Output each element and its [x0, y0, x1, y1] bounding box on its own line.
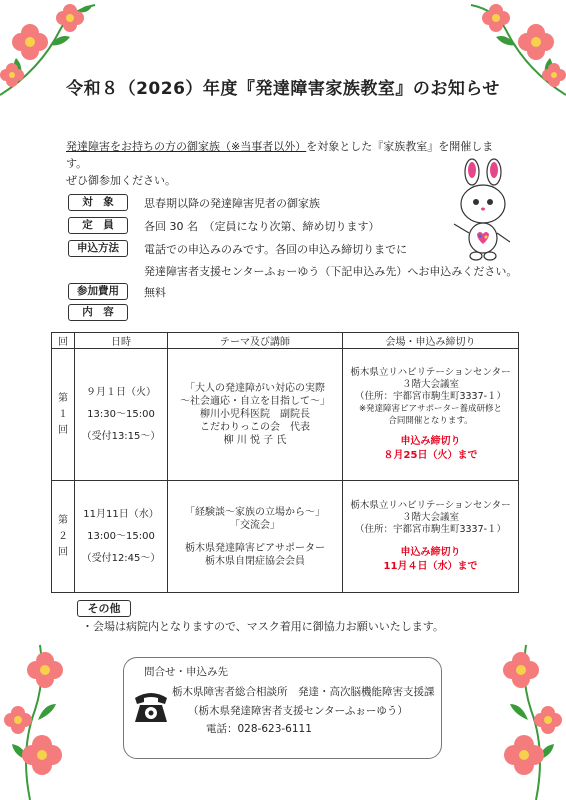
other-note: ・会場は病院内となりますので、マスク着用に御協力お願いいたします。	[82, 620, 444, 633]
info-label: 内 容	[68, 304, 128, 321]
info-value: 電話での申込みのみです。各回の申込み締切りまでに	[144, 242, 408, 256]
table-header: 回	[52, 333, 75, 349]
info-label: 参加費用	[68, 283, 128, 300]
session-venue: 栃木県立リハビリテーションセンター ３階大会議室 （住所：宇都宮市駒生町3337-１） ※発達障害ピアサポーター養成研修と 合同開催となります。 申込み締切り ８月25日（火）まで	[343, 349, 519, 481]
schedule-table	[51, 332, 519, 593]
session-date: 11月11日（水） 13:00～15:00 （受付12:45～）	[75, 481, 168, 593]
session-number: 第１回	[52, 349, 75, 481]
table-header: テーマ及び講師	[168, 333, 343, 349]
contact-heading: 問合せ・申込み先	[144, 666, 228, 678]
info-row-fee	[68, 283, 166, 300]
contact-tel: 電話：028-623-6111	[206, 723, 312, 735]
apply-line2: 発達障害者支援センターふぉーゆう（下記申込み先）へお申込みください。	[144, 265, 518, 278]
deadline-date: 11月４日（水）まで	[383, 560, 478, 572]
page-title: 令和８（2026）年度『発達障害家族教室』のお知らせ	[66, 79, 500, 99]
contact-center: （栃木県発達障害者支援センターふぉーゆう）	[188, 705, 408, 717]
table-header: 会場・申込み締切り	[343, 333, 519, 349]
info-value: 思春期以降の発達障害児者の御家族	[144, 196, 320, 210]
info-value: 無料	[144, 285, 166, 299]
deadline-label: 申込み締切り	[400, 546, 461, 558]
session-theme: 「大人の発達障がい対応の実際 ～社会適応・自立を目指して～」 柳川小児科医院 副院長 こだわりっこの会 代表 柳 川 悦 子 氏	[168, 349, 343, 481]
info-label: 定 員	[68, 217, 128, 234]
info-row-capacity	[68, 217, 380, 234]
session-date: ９月１日（火） 13:30～15:00 （受付13:15～）	[75, 349, 168, 481]
intro-line2: ぜひ御参加ください。	[66, 174, 176, 187]
contact-box	[123, 657, 442, 759]
intro-target: 発達障害をお持ちの方の御家族（※当事者以外）	[66, 140, 307, 153]
table-header-row	[52, 333, 519, 349]
flower-decoration-bottom-right	[466, 640, 566, 800]
telephone-icon	[132, 688, 170, 724]
table-row	[52, 349, 519, 481]
session-venue: 栃木県立リハビリテーションセンター ３階大会議室 （住所：宇都宮市駒生町3337-１） 申込み締切り 11月４日（水）まで	[343, 481, 519, 593]
deadline-label: 申込み締切り	[400, 435, 461, 447]
info-value: 各回 30 名 （定員になり次第、締め切ります）	[144, 219, 380, 233]
info-row-target	[68, 194, 320, 211]
intro-text	[66, 138, 506, 189]
table-header: 日時	[75, 333, 168, 349]
session-theme: 「経験談～家族の立場から～」 「交流会」 栃木県発達障害ピアサポーター 栃木県自閉症協会会員	[168, 481, 343, 593]
other-label: その他	[77, 600, 131, 617]
intro-rest: を対象とした『家族教室』を開催します。	[66, 140, 494, 170]
deadline-date: ８月25日（火）まで	[383, 449, 478, 461]
mascot-illustration	[448, 158, 518, 264]
flower-decoration-bottom-left	[0, 640, 100, 800]
info-label: 申込方法	[68, 240, 128, 257]
info-label: 対 象	[68, 194, 128, 211]
contact-org: 栃木県障害者総合相談所 発達・高次脳機能障害支援課	[172, 686, 435, 698]
table-row	[52, 481, 519, 593]
info-row-content	[68, 304, 128, 321]
info-row-apply	[68, 240, 408, 257]
session-number: 第２回	[52, 481, 75, 593]
